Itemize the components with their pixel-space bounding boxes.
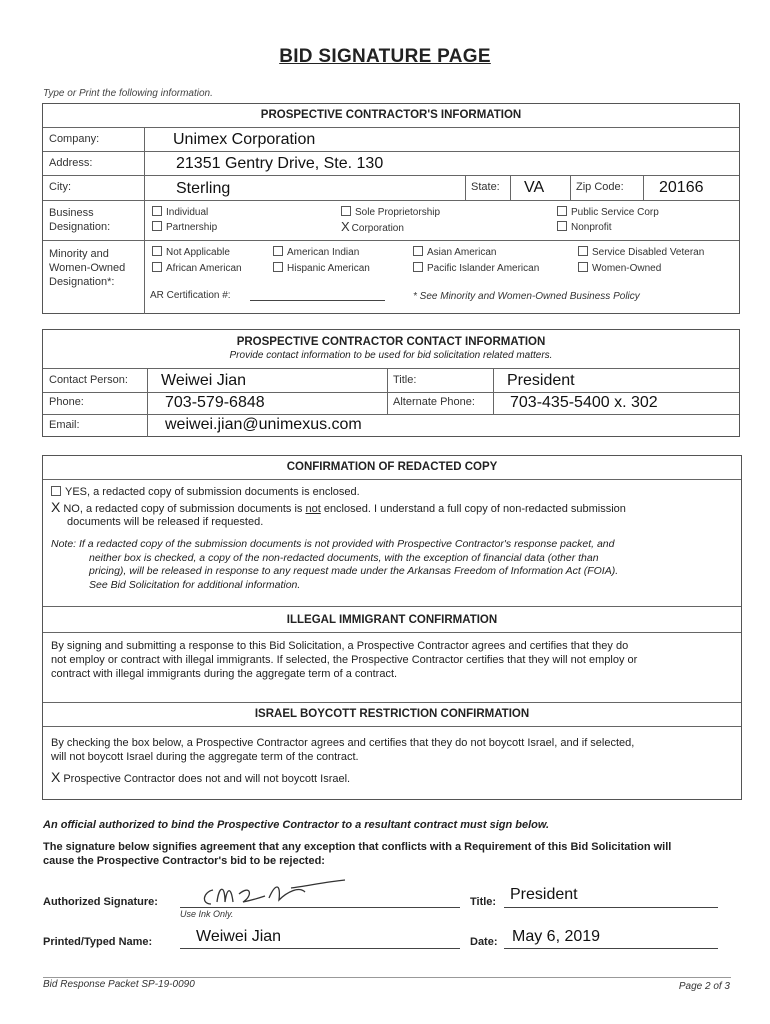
alt-phone-label: Alternate Phone: bbox=[393, 396, 475, 408]
date-line bbox=[504, 948, 718, 949]
email-label: Email: bbox=[49, 419, 80, 431]
checkbox-asian-american[interactable]: Asian American bbox=[413, 246, 496, 258]
zip-label: Zip Code: bbox=[576, 181, 624, 193]
page-title: BID SIGNATURE PAGE bbox=[279, 46, 491, 67]
state-value[interactable]: VA bbox=[524, 179, 545, 196]
redacted-no-continued: documents will be released if requested. bbox=[67, 516, 264, 528]
check-mark-icon: X bbox=[341, 219, 350, 234]
company-label: Company: bbox=[49, 133, 100, 145]
checkbox-pacific-islander-american[interactable]: Pacific Islander American bbox=[413, 262, 539, 274]
phone-label: Phone: bbox=[49, 396, 84, 408]
city-value[interactable]: Sterling bbox=[176, 180, 231, 197]
checkbox-hispanic-american[interactable]: Hispanic American bbox=[273, 262, 370, 274]
ar-certification-field[interactable] bbox=[250, 300, 385, 301]
printed-name-label: Printed/Typed Name: bbox=[43, 936, 153, 948]
israel-boycott-option[interactable]: X Prospective Contractor does not and will not boycott Israel. bbox=[51, 769, 351, 785]
checkbox-african-american[interactable]: African American bbox=[152, 262, 242, 274]
business-designation-label: Business Designation: bbox=[49, 207, 111, 233]
company-value[interactable]: Unimex Corporation bbox=[173, 131, 316, 148]
redacted-yes-option[interactable]: YES, a redacted copy of submission documents is enclosed. bbox=[51, 485, 360, 499]
title-line bbox=[504, 907, 718, 908]
footer-page-number: Page 2 of 3 bbox=[678, 981, 730, 992]
ar-certification-label: AR Certification #: bbox=[150, 290, 231, 301]
checkbox-women-owned[interactable]: Women-Owned bbox=[578, 262, 661, 274]
confirmation-section bbox=[42, 455, 742, 800]
contact-info-section bbox=[42, 329, 740, 437]
checkbox-corporation[interactable]: X Corporation bbox=[341, 219, 404, 234]
signature-agreement-text: The signature below signifies agreement that any exception that conflicts with a Requirement of this Bid Solicitation will cause the Prospective Contractor's bid to be rejected: bbox=[43, 841, 672, 867]
checkbox-icon bbox=[152, 262, 162, 272]
redacted-no-option[interactable]: X NO, a redacted copy of submission documents is not enclosed. I understand a full copy of non-redacted submission bbox=[51, 499, 626, 515]
phone-value[interactable]: 703-579-6848 bbox=[165, 394, 265, 411]
checkbox-icon bbox=[413, 246, 423, 256]
footer-left: Bid Response Packet SP-19-0090 bbox=[43, 979, 195, 990]
checkbox-icon bbox=[152, 221, 162, 231]
contact-info-header: PROSPECTIVE CONTRACTOR CONTACT INFORMATION bbox=[236, 336, 546, 348]
checkbox-icon bbox=[413, 262, 423, 272]
israel-text: By checking the box below, a Prospective Contractor agrees and certifies that they do not boycott Israel, and if selected, will not boycott Israel during the aggregate term of the contract. bbox=[51, 737, 635, 763]
checkbox-service-disabled-veteran[interactable]: Service Disabled Veteran bbox=[578, 246, 704, 258]
checkbox-icon bbox=[273, 262, 283, 272]
printed-name-line bbox=[180, 948, 460, 949]
checkbox-individual[interactable]: Individual bbox=[152, 206, 208, 218]
checkbox-icon bbox=[152, 206, 162, 216]
contractor-info-header: PROSPECTIVE CONTRACTOR'S INFORMATION bbox=[260, 109, 522, 121]
minority-designation-label: Minority and Women-Owned Designation*: bbox=[49, 248, 126, 288]
checkbox-icon bbox=[152, 246, 162, 256]
checkbox-nonprofit[interactable]: Nonprofit bbox=[557, 221, 612, 233]
checkbox-partnership[interactable]: Partnership bbox=[152, 221, 217, 233]
city-label: City: bbox=[49, 181, 71, 193]
authorized-signature-field[interactable] bbox=[180, 907, 460, 908]
date-label: Date: bbox=[470, 936, 498, 948]
contact-person-label: Contact Person: bbox=[49, 374, 128, 386]
title-value[interactable]: President bbox=[507, 372, 575, 389]
title-label: Title: bbox=[393, 374, 417, 386]
signature-heading: An official authorized to bind the Prospective Contractor to a resultant contract must sign below. bbox=[43, 819, 550, 831]
checkbox-icon bbox=[557, 221, 567, 231]
redacted-header: CONFIRMATION OF REDACTED COPY bbox=[286, 461, 498, 473]
contractor-info-section bbox=[42, 103, 740, 314]
signature-title-value[interactable]: President bbox=[510, 886, 578, 903]
checkbox-icon bbox=[557, 206, 567, 216]
email-value[interactable]: weiwei.jian@unimexus.com bbox=[165, 416, 362, 433]
address-value[interactable]: 21351 Gentry Drive, Ste. 130 bbox=[176, 155, 384, 172]
immigrant-header: ILLEGAL IMMIGRANT CONFIRMATION bbox=[286, 614, 498, 626]
immigrant-text: By signing and submitting a response to this Bid Solicitation, a Prospective Contractor agrees and certifies that they do not employ or contract with illegal immigrants. If selected, the Prospective Contractor certifies that they will not employ or contract with illegal immigrants during the aggregate term of a contract. bbox=[51, 640, 638, 680]
checkbox-icon bbox=[578, 262, 588, 272]
checkbox-sole-proprietorship[interactable]: Sole Proprietorship bbox=[341, 206, 440, 218]
policy-note: * See Minority and Women-Owned Business Policy bbox=[413, 291, 640, 302]
instruction-text: Type or Print the following information. bbox=[43, 88, 213, 99]
handwritten-signature bbox=[195, 876, 355, 910]
checkbox-public-service-corp[interactable]: Public Service Corp bbox=[557, 206, 659, 218]
check-mark-icon: X bbox=[51, 499, 61, 515]
ink-note: Use Ink Only. bbox=[180, 909, 234, 919]
checkbox-icon bbox=[341, 206, 351, 216]
alt-phone-value[interactable]: 703-435-5400 x. 302 bbox=[510, 394, 658, 411]
checkbox-icon bbox=[578, 246, 588, 256]
zip-value[interactable]: 20166 bbox=[659, 179, 704, 196]
date-value[interactable]: May 6, 2019 bbox=[512, 928, 601, 945]
address-label: Address: bbox=[49, 157, 93, 169]
israel-header: ISRAEL BOYCOTT RESTRICTION CONFIRMATION bbox=[254, 708, 530, 720]
checkbox-american-indian[interactable]: American Indian bbox=[273, 246, 359, 258]
redacted-note: Note: If a redacted copy of the submission documents is not provided with Prospective Contractor's response packet, and neither box is checked, a copy of the non-redacted documents, with the exception of financial data (other than pricing), will be released in response to any request made under the Arkansas Freedom of Information Act (FOIA). See Bid Solicitation for additional information. bbox=[51, 538, 619, 591]
checkbox-not-applicable[interactable]: Not Applicable bbox=[152, 246, 230, 258]
state-label: State: bbox=[471, 181, 500, 193]
contact-info-subheader: Provide contact information to be used for bid solicitation related matters. bbox=[229, 350, 553, 361]
signature-title-label: Title: bbox=[470, 896, 497, 908]
footer-divider bbox=[43, 977, 731, 978]
authorized-signature-label: Authorized Signature: bbox=[43, 896, 158, 908]
checkbox-icon bbox=[51, 486, 61, 496]
printed-name-value[interactable]: Weiwei Jian bbox=[196, 928, 282, 945]
check-mark-icon: X bbox=[51, 769, 61, 785]
checkbox-icon bbox=[273, 246, 283, 256]
contact-person-value[interactable]: Weiwei Jian bbox=[161, 372, 247, 389]
